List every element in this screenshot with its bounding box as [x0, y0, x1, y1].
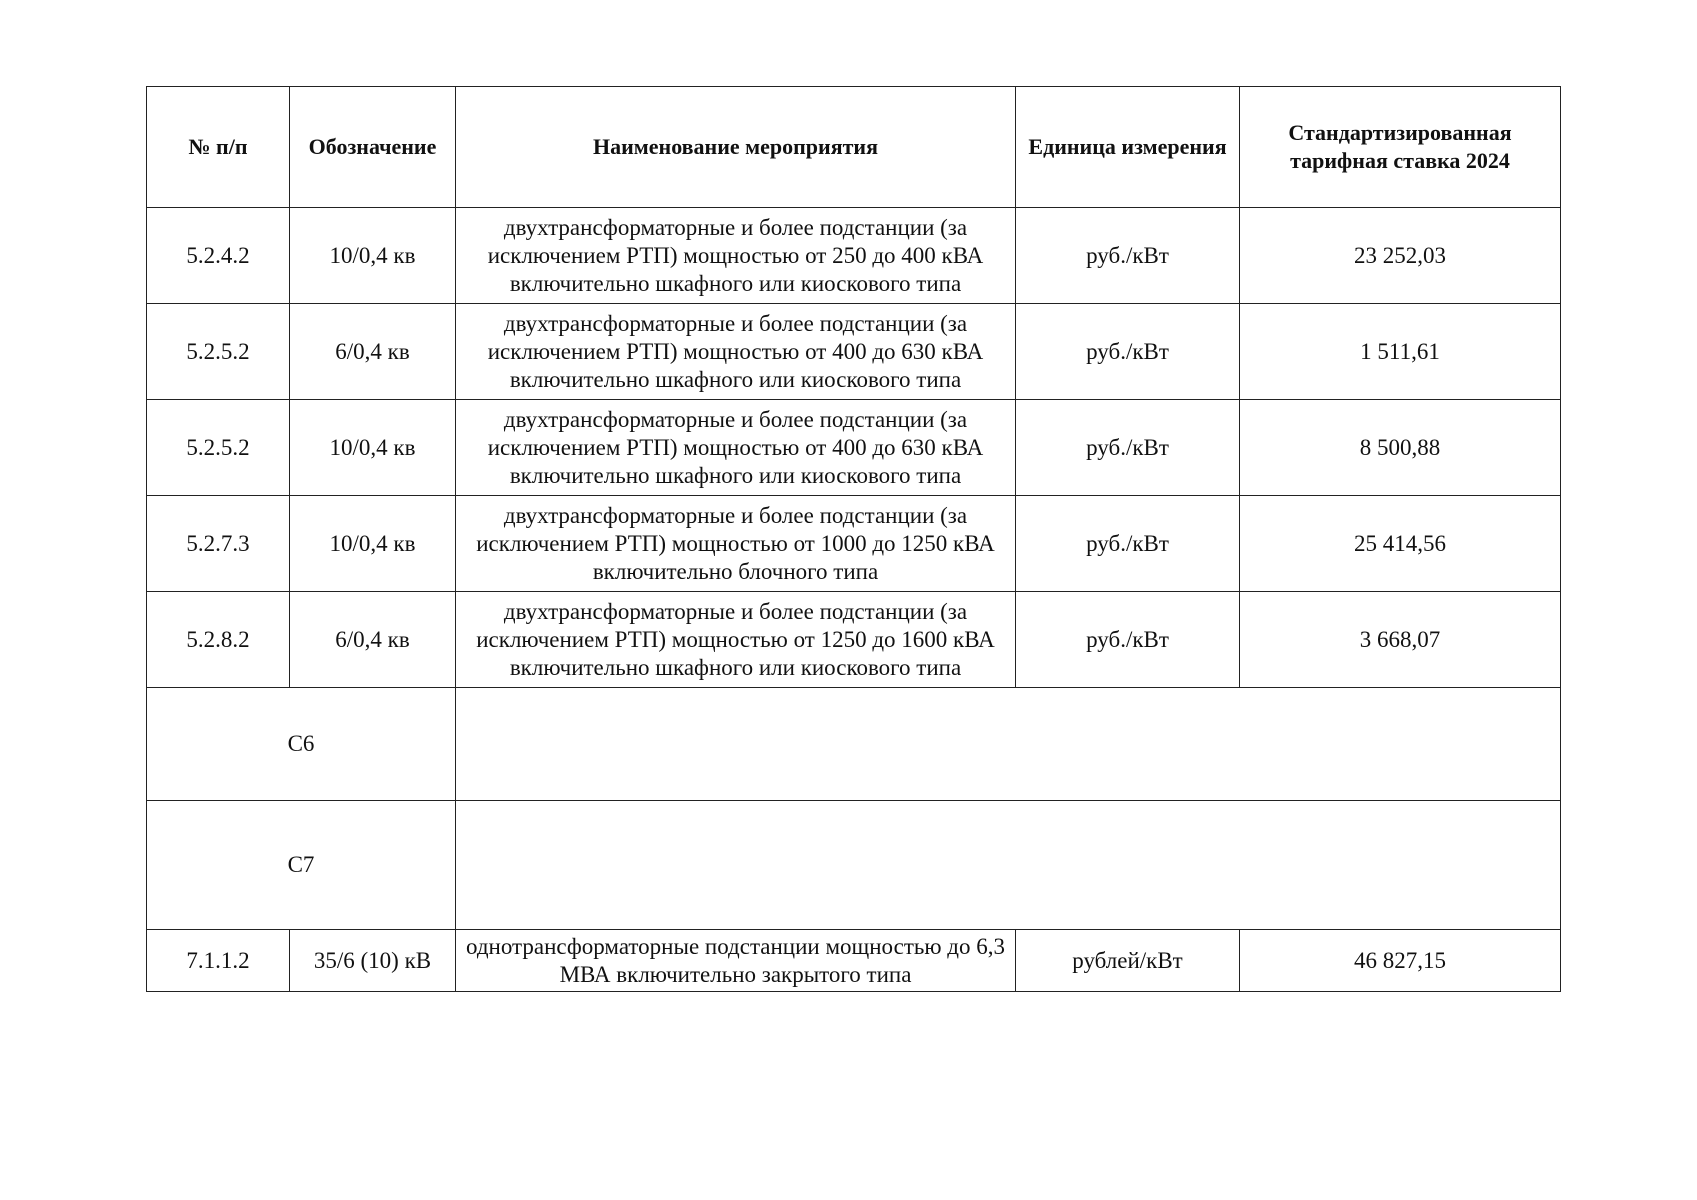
cell-unit: руб./кВт: [1016, 304, 1240, 400]
cell-designation: 10/0,4 кв: [290, 400, 456, 496]
cell-designation: 10/0,4 кв: [290, 496, 456, 592]
cell-name: двухтрансформаторные и более подстанции (за исключением РТП) мощностью от 400 до 630 кВА включительно шкафного или киоскового типа: [456, 304, 1016, 400]
cell-num: 7.1.1.2: [147, 930, 290, 992]
table-header-row: [147, 87, 1561, 208]
table-row: [147, 304, 1561, 400]
section-code: С7: [147, 801, 456, 930]
cell-num: 5.2.5.2: [147, 400, 290, 496]
table-row: [147, 208, 1561, 304]
section-empty-cell: [456, 801, 1561, 930]
table-row: [147, 930, 1561, 992]
tariff-table: [146, 86, 1561, 992]
cell-designation: 6/0,4 кв: [290, 304, 456, 400]
header-designation: Обозначение: [290, 87, 456, 208]
cell-designation: 35/6 (10) кВ: [290, 930, 456, 992]
cell-rate: 23 252,03: [1240, 208, 1561, 304]
section-empty-cell: [456, 688, 1561, 801]
cell-num: 5.2.5.2: [147, 304, 290, 400]
cell-name: двухтрансформаторные и более подстанции (за исключением РТП) мощностью от 1250 до 1600 кВА включительно шкафного или киоскового типа: [456, 592, 1016, 688]
cell-num: 5.2.4.2: [147, 208, 290, 304]
cell-unit: руб./кВт: [1016, 400, 1240, 496]
header-rate: Стандартизированная тарифная ставка 2024: [1240, 87, 1561, 208]
header-unit: Единица измерения: [1016, 87, 1240, 208]
cell-num: 5.2.7.3: [147, 496, 290, 592]
header-name: Наименование мероприятия: [456, 87, 1016, 208]
table-row: [147, 592, 1561, 688]
cell-name: двухтрансформаторные и более подстанции (за исключением РТП) мощностью от 1000 до 1250 кВА включительно блочного типа: [456, 496, 1016, 592]
cell-designation: 10/0,4 кв: [290, 208, 456, 304]
table-row: [147, 496, 1561, 592]
cell-unit: руб./кВт: [1016, 208, 1240, 304]
cell-unit: руб./кВт: [1016, 592, 1240, 688]
cell-rate: 25 414,56: [1240, 496, 1561, 592]
header-num: № п/п: [147, 87, 290, 208]
cell-name: двухтрансформаторные и более подстанции (за исключением РТП) мощностью от 400 до 630 кВА включительно шкафного или киоскового типа: [456, 400, 1016, 496]
cell-designation: 6/0,4 кв: [290, 592, 456, 688]
cell-rate: 1 511,61: [1240, 304, 1561, 400]
cell-unit: руб./кВт: [1016, 496, 1240, 592]
table-row: [147, 400, 1561, 496]
cell-rate: 3 668,07: [1240, 592, 1561, 688]
cell-rate: 46 827,15: [1240, 930, 1561, 992]
cell-unit: рублей/кВт: [1016, 930, 1240, 992]
cell-name: двухтрансформаторные и более подстанции (за исключением РТП) мощностью от 250 до 400 кВА включительно шкафного или киоскового типа: [456, 208, 1016, 304]
cell-name: однотрансформаторные подстанции мощностью до 6,3 МВА включительно закрытого типа: [456, 930, 1016, 992]
section-code: С6: [147, 688, 456, 801]
cell-num: 5.2.8.2: [147, 592, 290, 688]
section-row-c6: [147, 688, 1561, 801]
section-row-c7: [147, 801, 1561, 930]
cell-rate: 8 500,88: [1240, 400, 1561, 496]
